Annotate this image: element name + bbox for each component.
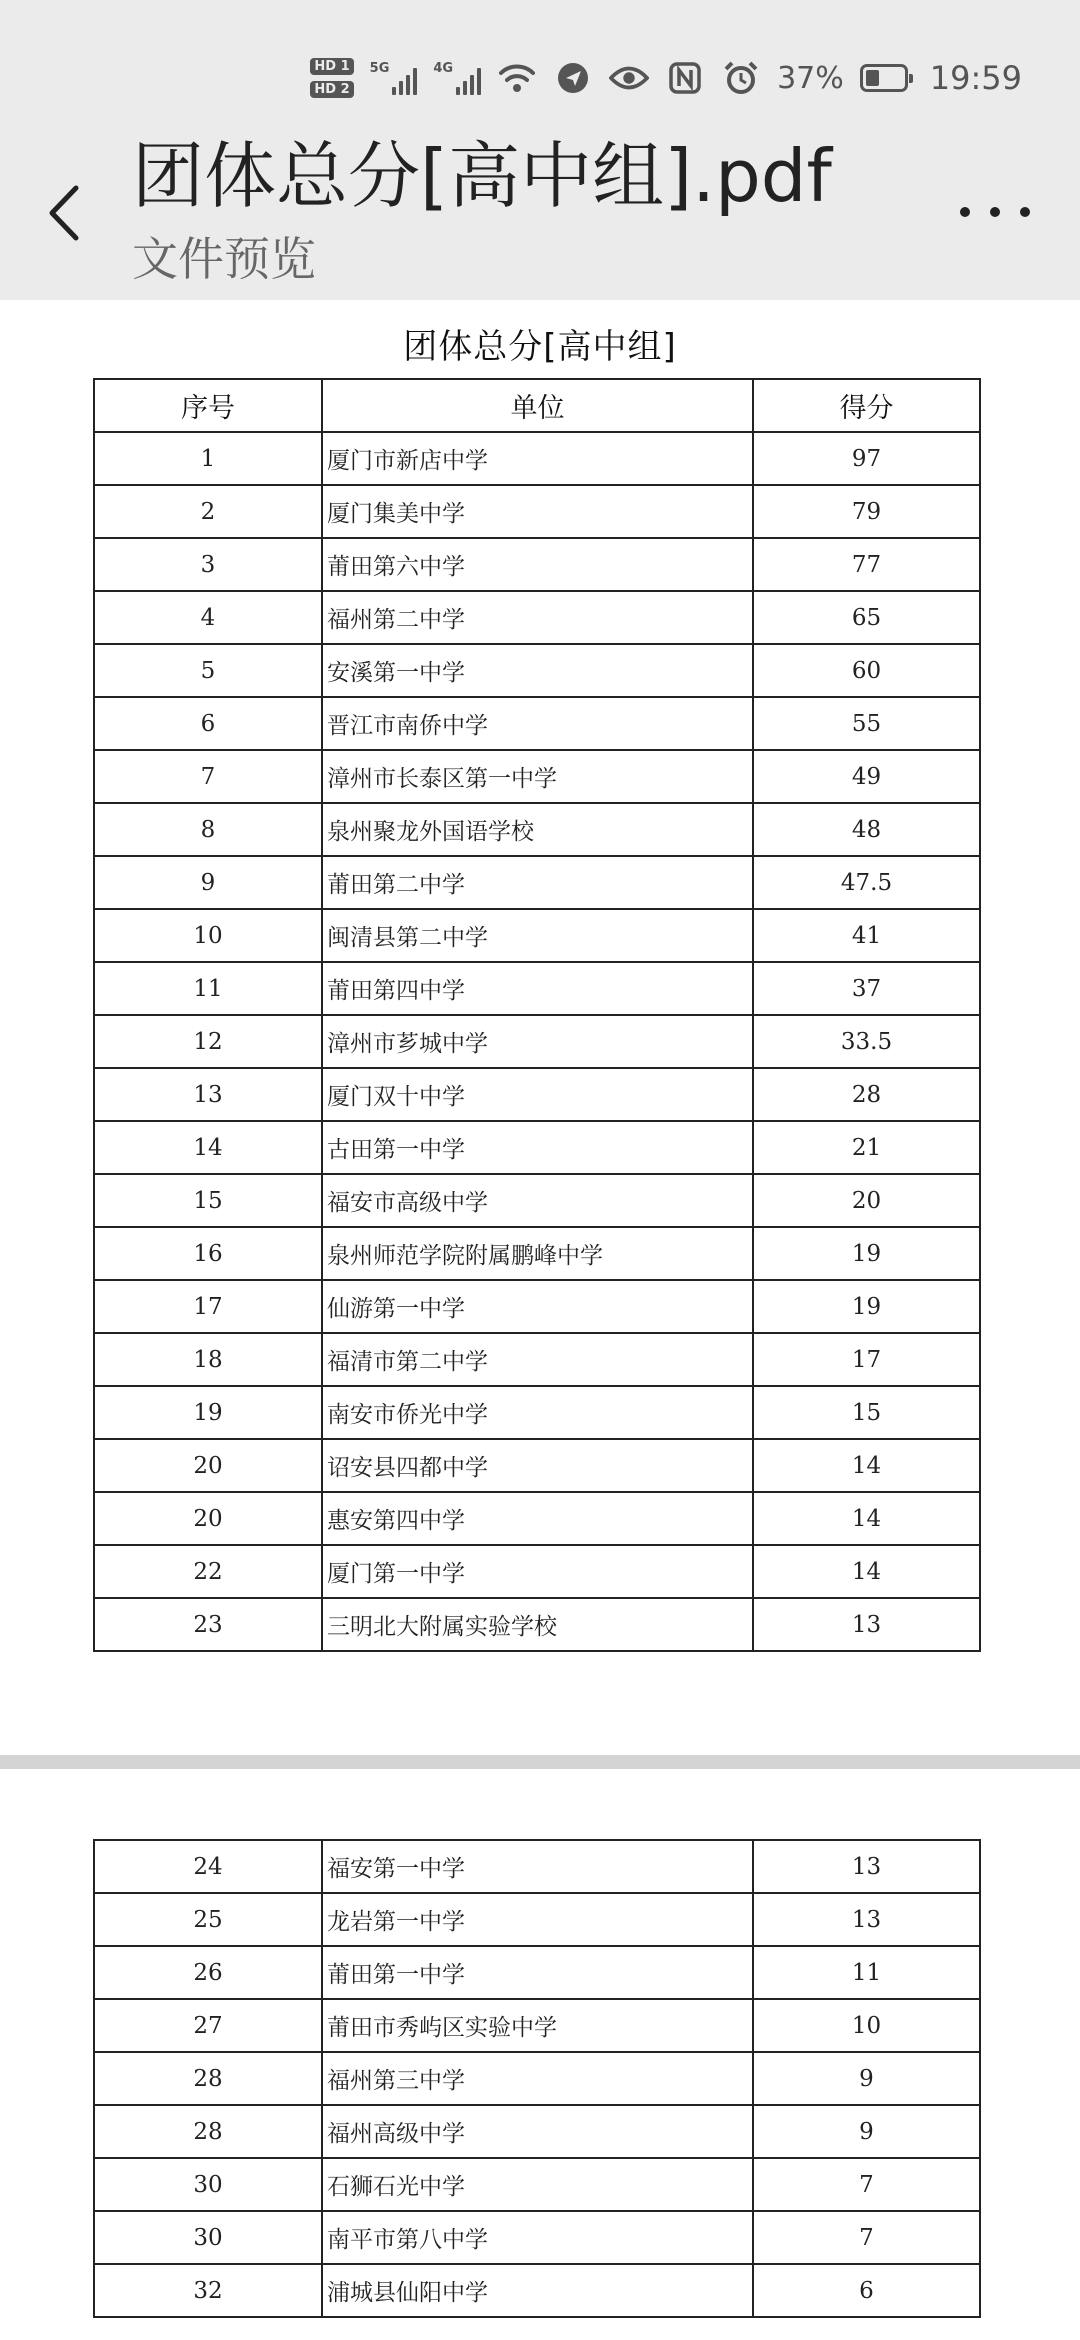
cell-unit: 三明北大附属实验学校	[322, 1598, 753, 1651]
more-dot-icon	[1020, 207, 1030, 217]
cell-no: 24	[94, 1840, 322, 1893]
table-row	[94, 1999, 980, 2052]
cell-no: 32	[94, 2264, 322, 2317]
cell-score: 15	[753, 1386, 980, 1439]
table-row	[94, 1946, 980, 1999]
app-header	[0, 0, 1080, 300]
sim2-label: HD 2	[310, 81, 353, 98]
table-body-page2	[94, 1840, 980, 2317]
cell-unit: 福州第三中学	[322, 2052, 753, 2105]
document-title: 团体总分[高中组]	[403, 327, 677, 367]
table-row	[94, 1386, 980, 1439]
table-row	[94, 909, 980, 962]
pdf-page-1	[0, 300, 1080, 1755]
table-row	[94, 1280, 980, 1333]
table-row	[94, 1598, 980, 1651]
cell-no: 8	[94, 803, 322, 856]
cell-unit: 福州高级中学	[322, 2105, 753, 2158]
pdf-page-2	[0, 1769, 1080, 2340]
table-body-page1	[94, 432, 980, 1651]
cell-unit: 莆田第四中学	[322, 962, 753, 1015]
cell-unit: 厦门市新店中学	[322, 432, 753, 485]
table-row	[94, 1174, 980, 1227]
table-row	[94, 697, 980, 750]
cell-score: 9	[753, 2105, 980, 2158]
battery-level	[866, 70, 879, 86]
sim2-indicator	[310, 81, 353, 98]
cell-score: 7	[753, 2211, 980, 2264]
cell-no: 23	[94, 1598, 322, 1651]
table-row	[94, 856, 980, 909]
wifi-icon	[497, 58, 537, 98]
cell-score: 14	[753, 1545, 980, 1598]
cell-score: 97	[753, 432, 980, 485]
cell-score: 14	[753, 1439, 980, 1492]
cell-score: 55	[753, 697, 980, 750]
signal-5g-icon	[370, 61, 418, 95]
table-row	[94, 2105, 980, 2158]
cell-score: 79	[753, 485, 980, 538]
cell-unit: 福清市第二中学	[322, 1333, 753, 1386]
cell-score: 19	[753, 1227, 980, 1280]
table-row	[94, 1068, 980, 1121]
cell-unit: 南平市第八中学	[322, 2211, 753, 2264]
table-header-row	[94, 379, 980, 432]
cell-no: 15	[94, 1174, 322, 1227]
table-row	[94, 1439, 980, 1492]
location-icon	[553, 58, 593, 98]
cell-no: 30	[94, 2158, 322, 2211]
cell-no: 10	[94, 909, 322, 962]
chevron-left-icon	[46, 184, 80, 242]
cell-unit: 泉州师范学院附属鹏峰中学	[322, 1227, 753, 1280]
cell-no: 19	[94, 1386, 322, 1439]
cell-unit: 莆田第二中学	[322, 856, 753, 909]
table-row	[94, 2158, 980, 2211]
cell-score: 37	[753, 962, 980, 1015]
sim1-label: HD 1	[310, 58, 353, 75]
column-header-score: 得分	[753, 379, 980, 432]
cell-no: 18	[94, 1333, 322, 1386]
battery-icon	[860, 64, 908, 92]
cell-score: 49	[753, 750, 980, 803]
alarm-icon	[721, 58, 761, 98]
table-row	[94, 538, 980, 591]
cell-unit: 泉州聚龙外国语学校	[322, 803, 753, 856]
cell-score: 48	[753, 803, 980, 856]
cell-score: 33.5	[753, 1015, 980, 1068]
cell-no: 1	[94, 432, 322, 485]
sim1-indicator	[310, 58, 353, 75]
cell-unit: 南安市侨光中学	[322, 1386, 753, 1439]
table-row	[94, 2211, 980, 2264]
cell-unit: 浦城县仙阳中学	[322, 2264, 753, 2317]
table-row	[94, 962, 980, 1015]
cell-no: 26	[94, 1946, 322, 1999]
table-row	[94, 1333, 980, 1386]
more-options-button[interactable]	[960, 192, 1030, 232]
cell-score: 17	[753, 1333, 980, 1386]
cell-no: 25	[94, 1893, 322, 1946]
cell-score: 47.5	[753, 856, 980, 909]
cell-no: 3	[94, 538, 322, 591]
cell-score: 60	[753, 644, 980, 697]
page-separator	[0, 1755, 1080, 1769]
more-dot-icon	[990, 207, 1000, 217]
table-row	[94, 432, 980, 485]
cell-unit: 福安第一中学	[322, 1840, 753, 1893]
eye-icon	[609, 58, 649, 98]
cell-unit: 仙游第一中学	[322, 1280, 753, 1333]
cell-unit: 厦门集美中学	[322, 485, 753, 538]
more-dot-icon	[960, 207, 970, 217]
cell-score: 21	[753, 1121, 980, 1174]
cell-no: 9	[94, 856, 322, 909]
cell-score: 20	[753, 1174, 980, 1227]
cell-score: 65	[753, 591, 980, 644]
cell-score: 13	[753, 1598, 980, 1651]
cell-unit: 莆田第一中学	[322, 1946, 753, 1999]
table-row	[94, 1015, 980, 1068]
cell-no: 20	[94, 1492, 322, 1545]
cell-no: 4	[94, 591, 322, 644]
cell-unit: 漳州市长泰区第一中学	[322, 750, 753, 803]
status-icons	[310, 48, 1022, 108]
file-subtitle: 文件预览	[132, 232, 316, 286]
table-row	[94, 750, 980, 803]
score-table-page2	[93, 1839, 981, 2318]
cell-unit: 石狮石光中学	[322, 2158, 753, 2211]
table-row	[94, 2052, 980, 2105]
table-row	[94, 1545, 980, 1598]
cell-score: 7	[753, 2158, 980, 2211]
cell-no: 17	[94, 1280, 322, 1333]
cell-score: 13	[753, 1840, 980, 1893]
cell-score: 9	[753, 2052, 980, 2105]
cell-no: 16	[94, 1227, 322, 1280]
net2-label: 4G	[433, 61, 454, 76]
table-row	[94, 644, 980, 697]
cell-unit: 漳州市芗城中学	[322, 1015, 753, 1068]
net1-label: 5G	[369, 61, 390, 76]
table-row	[94, 1840, 980, 1893]
cell-score: 11	[753, 1946, 980, 1999]
cell-no: 6	[94, 697, 322, 750]
table-row	[94, 591, 980, 644]
cell-unit: 闽清县第二中学	[322, 909, 753, 962]
cell-no: 22	[94, 1545, 322, 1598]
cell-no: 28	[94, 2105, 322, 2158]
cell-score: 41	[753, 909, 980, 962]
cell-score: 6	[753, 2264, 980, 2317]
back-button[interactable]	[36, 178, 90, 248]
score-table-page1	[93, 378, 981, 1652]
file-title: 团体总分[高中组].pdf	[132, 134, 832, 218]
column-header-unit: 单位	[322, 379, 753, 432]
cell-unit: 惠安第四中学	[322, 1492, 753, 1545]
cell-no: 12	[94, 1015, 322, 1068]
cell-unit: 福州第二中学	[322, 591, 753, 644]
cell-no: 28	[94, 2052, 322, 2105]
cell-score: 10	[753, 1999, 980, 2052]
cell-unit: 古田第一中学	[322, 1121, 753, 1174]
status-bar	[0, 0, 1080, 150]
table-row	[94, 1227, 980, 1280]
cell-unit: 晋江市南侨中学	[322, 697, 753, 750]
signal-4g-icon	[433, 61, 481, 95]
cell-no: 2	[94, 485, 322, 538]
battery-percent: 37%	[777, 60, 844, 96]
cell-score: 13	[753, 1893, 980, 1946]
cell-unit: 龙岩第一中学	[322, 1893, 753, 1946]
column-header-no: 序号	[94, 379, 322, 432]
table-row	[94, 803, 980, 856]
cell-unit: 安溪第一中学	[322, 644, 753, 697]
cell-no: 13	[94, 1068, 322, 1121]
cell-score: 19	[753, 1280, 980, 1333]
table-row	[94, 2264, 980, 2317]
table-row	[94, 1121, 980, 1174]
sim-indicators	[310, 58, 353, 98]
cell-score: 14	[753, 1492, 980, 1545]
cell-unit: 诏安县四都中学	[322, 1439, 753, 1492]
cell-no: 11	[94, 962, 322, 1015]
table-row	[94, 1893, 980, 1946]
cell-unit: 莆田市秀屿区实验中学	[322, 1999, 753, 2052]
cell-unit: 厦门第一中学	[322, 1545, 753, 1598]
cell-score: 77	[753, 538, 980, 591]
cell-unit: 厦门双十中学	[322, 1068, 753, 1121]
cell-no: 27	[94, 1999, 322, 2052]
cell-no: 20	[94, 1439, 322, 1492]
cell-no: 5	[94, 644, 322, 697]
cell-no: 7	[94, 750, 322, 803]
table-row	[94, 1492, 980, 1545]
cell-score: 28	[753, 1068, 980, 1121]
cell-unit: 福安市高级中学	[322, 1174, 753, 1227]
cell-no: 30	[94, 2211, 322, 2264]
nfc-icon	[665, 58, 705, 98]
table-row	[94, 485, 980, 538]
clock: 19:59	[929, 59, 1022, 97]
cell-no: 14	[94, 1121, 322, 1174]
cell-unit: 莆田第六中学	[322, 538, 753, 591]
